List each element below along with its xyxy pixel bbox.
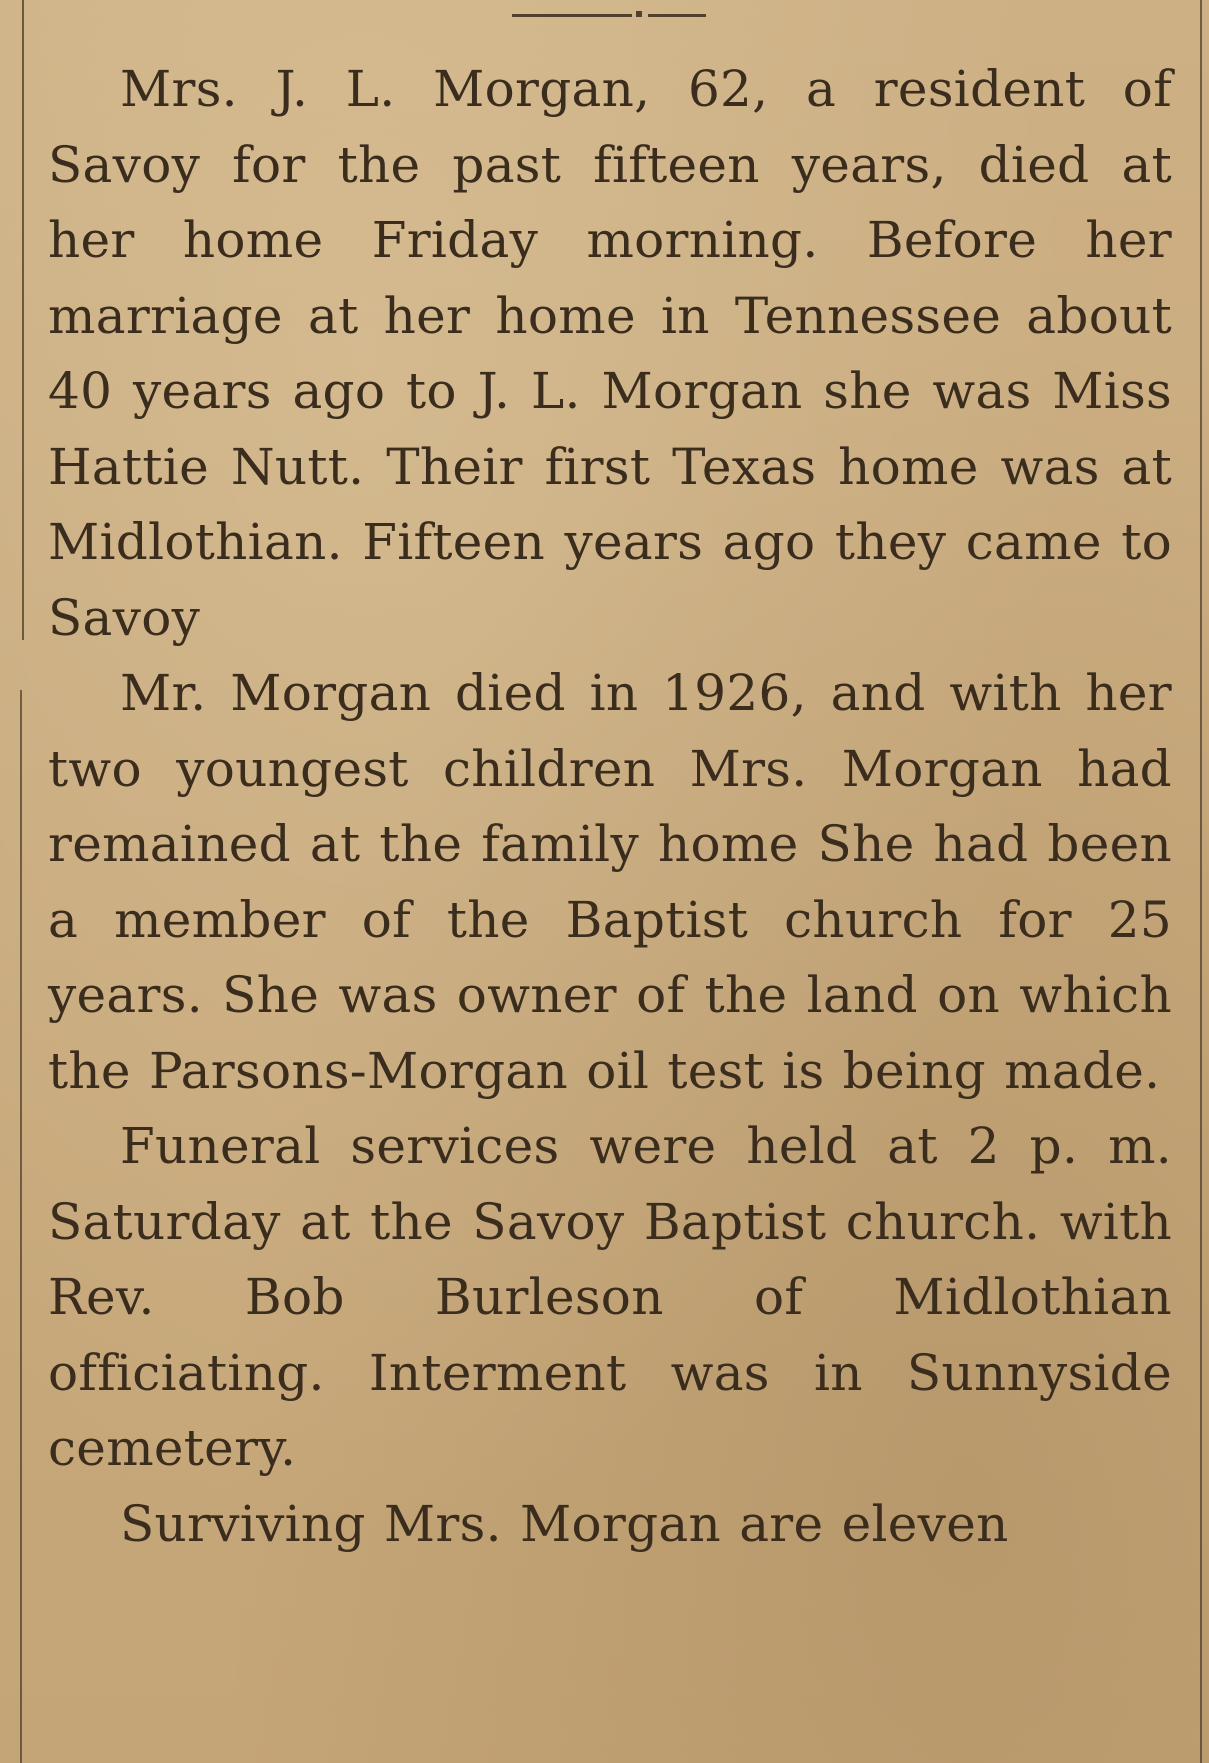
paragraph-intro: Mrs. J. L. Morgan, 62, a resident of Savoy for the past fifteen years, died at her home Friday morning. Before her marriage at her home in Tennessee about 40 years ago to J. L. Morgan she was Miss Hattie Nutt. Their first Texas home was at Midlothian. Fifteen years ago they came to Savoy [48,60,1172,647]
column-rule-left [22,0,24,640]
paragraph-family: Mr. Morgan died in 1926, and with her two youngest children Mrs. Morgan had remained at the family home She had been a member of the Baptist church for 25 years. She was owner of the land on which the Parsons-Morgan oil test is being made. [48,664,1172,1100]
column-rule-left-lower [20,690,22,1763]
paragraph-funeral: Funeral services were held at 2 p. m. Saturday at the Savoy Baptist church. with Rev. Bob Burleson of Midlothian officiating. Interment was in Sunnyside cemetery. [48,1117,1172,1477]
column-rule-right [1200,0,1202,1763]
obituary-article [48,52,1172,1562]
section-divider-end [648,14,706,17]
section-divider [512,14,632,17]
section-divider-mark [636,11,642,17]
paragraph-survivors: Surviving Mrs. Morgan are eleven [120,1494,1009,1553]
